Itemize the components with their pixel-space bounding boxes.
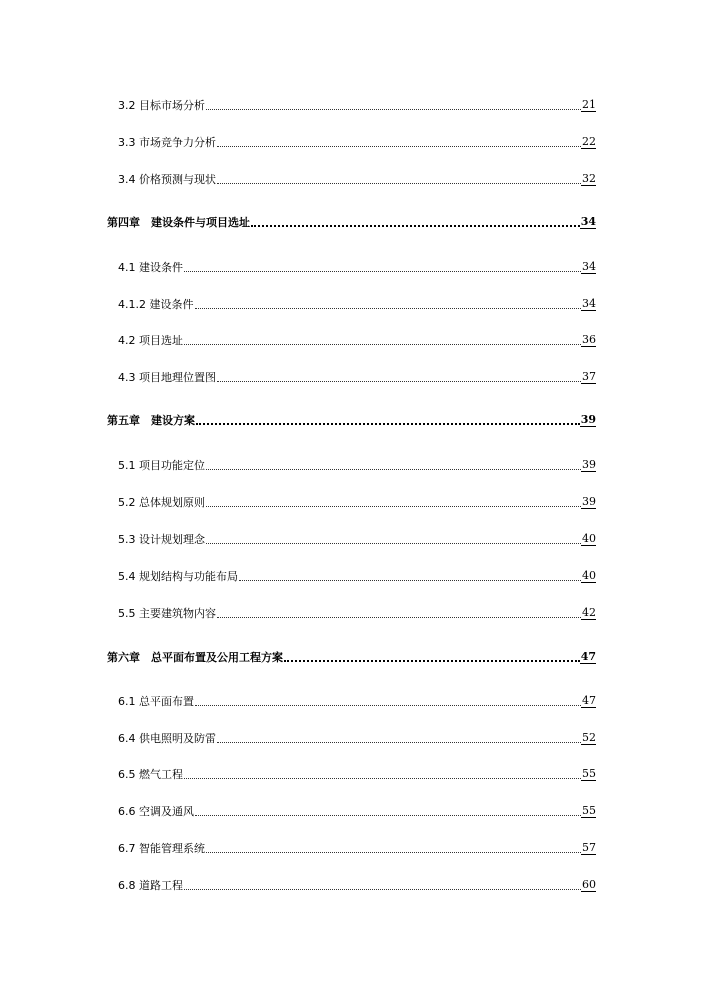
toc-entry[interactable] <box>118 454 596 472</box>
toc-entry-title: 4.1.2 建设条件 <box>118 298 194 311</box>
toc-entry-title: 3.3 市场竞争力分析 <box>118 136 216 149</box>
toc-entry-page: 55 <box>582 767 596 780</box>
toc-entry-page: 55 <box>582 804 596 817</box>
toc-entry[interactable] <box>118 690 596 708</box>
dot-leader <box>217 741 581 743</box>
toc-entry[interactable] <box>118 602 596 620</box>
dot-leader <box>206 542 581 544</box>
toc-entry-title: 6.7 智能管理系统 <box>118 842 205 855</box>
dot-leader <box>251 224 580 227</box>
toc-entry-page: 47 <box>582 694 596 707</box>
toc-entry-page: 47 <box>580 650 596 663</box>
dot-leader <box>206 468 581 470</box>
toc-entry-title: 6.8 道路工程 <box>118 879 183 892</box>
toc-entry[interactable] <box>118 837 596 855</box>
toc-entry[interactable] <box>118 528 596 546</box>
dot-leader <box>284 659 580 662</box>
toc-entry[interactable] <box>118 94 596 112</box>
toc-entry-page: 39 <box>582 458 596 471</box>
toc-chapter-title: 第四章 建设条件与项目选址 <box>107 216 250 229</box>
toc-entry-page: 34 <box>582 260 596 273</box>
toc-entry[interactable] <box>118 565 596 583</box>
toc-entry-title: 5.4 规划结构与功能布局 <box>118 570 238 583</box>
dot-leader <box>206 851 581 853</box>
dot-leader <box>195 814 581 816</box>
toc-chapter-title: 第六章 总平面布置及公用工程方案 <box>107 651 283 664</box>
toc-entry[interactable] <box>118 256 596 274</box>
toc-chapter-entry[interactable] <box>107 211 596 229</box>
dot-leader <box>206 108 581 110</box>
toc-entry[interactable] <box>118 131 596 149</box>
toc-entry-title: 3.4 价格预测与现状 <box>118 173 216 186</box>
toc-entry-title: 4.2 项目选址 <box>118 334 183 347</box>
dot-leader <box>195 307 582 309</box>
toc-entry-title: 4.3 项目地理位置图 <box>118 371 216 384</box>
toc-entry-page: 34 <box>580 215 596 228</box>
toc-entry-page: 32 <box>582 172 596 185</box>
dot-leader <box>217 616 581 618</box>
toc-entry-page: 22 <box>582 135 596 148</box>
toc-entry-page: 36 <box>582 333 596 346</box>
dot-leader <box>217 380 581 382</box>
dot-leader <box>184 777 581 779</box>
toc-chapter-title: 第五章 建设方案 <box>107 414 195 427</box>
toc-entry-title: 6.6 空调及通风 <box>118 805 194 818</box>
dot-leader <box>196 422 580 425</box>
toc-entry-page: 37 <box>582 370 596 383</box>
toc-entry-title: 3.2 目标市场分析 <box>118 99 205 112</box>
toc-entry[interactable] <box>118 874 596 892</box>
dot-leader <box>184 270 581 272</box>
dot-leader <box>239 579 581 581</box>
toc-entry-page: 34 <box>582 297 596 310</box>
toc-entry-title: 6.1 总平面布置 <box>118 695 194 708</box>
toc-entry-page: 21 <box>582 98 596 111</box>
dot-leader <box>184 343 581 345</box>
toc-entry-page: 52 <box>582 731 596 744</box>
toc-entry-page: 57 <box>582 841 596 854</box>
toc-entry-title: 5.3 设计规划理念 <box>118 533 205 546</box>
toc-entry-title: 4.1 建设条件 <box>118 261 183 274</box>
toc-entry[interactable] <box>118 168 596 186</box>
toc-entry-title: 6.4 供电照明及防雷 <box>118 732 216 745</box>
toc-entry-page: 39 <box>582 495 596 508</box>
toc-entry-page: 40 <box>582 569 596 582</box>
dot-leader <box>195 704 581 706</box>
toc-entry[interactable] <box>118 329 596 347</box>
toc-entry-title: 5.5 主要建筑物内容 <box>118 607 216 620</box>
toc-entry[interactable] <box>118 366 596 384</box>
toc-chapter-entry[interactable] <box>107 646 596 664</box>
dot-leader <box>217 182 581 184</box>
toc-entry[interactable] <box>118 763 596 781</box>
dot-leader <box>184 888 581 890</box>
toc-entry-page: 40 <box>582 532 596 545</box>
toc-entry-title: 5.2 总体规划原则 <box>118 496 205 509</box>
toc-entry[interactable] <box>118 800 596 818</box>
toc-entry[interactable] <box>118 727 596 745</box>
toc-entry-page: 60 <box>582 878 596 891</box>
toc-entry-title: 6.5 燃气工程 <box>118 768 183 781</box>
toc-entry-page: 39 <box>580 413 596 426</box>
toc-entry[interactable] <box>118 293 596 311</box>
toc-entry-title: 5.1 项目功能定位 <box>118 459 205 472</box>
dot-leader <box>206 505 581 507</box>
toc-entry[interactable] <box>118 491 596 509</box>
dot-leader <box>217 145 581 147</box>
toc-chapter-entry[interactable] <box>107 409 596 427</box>
toc-entry-page: 42 <box>582 606 596 619</box>
